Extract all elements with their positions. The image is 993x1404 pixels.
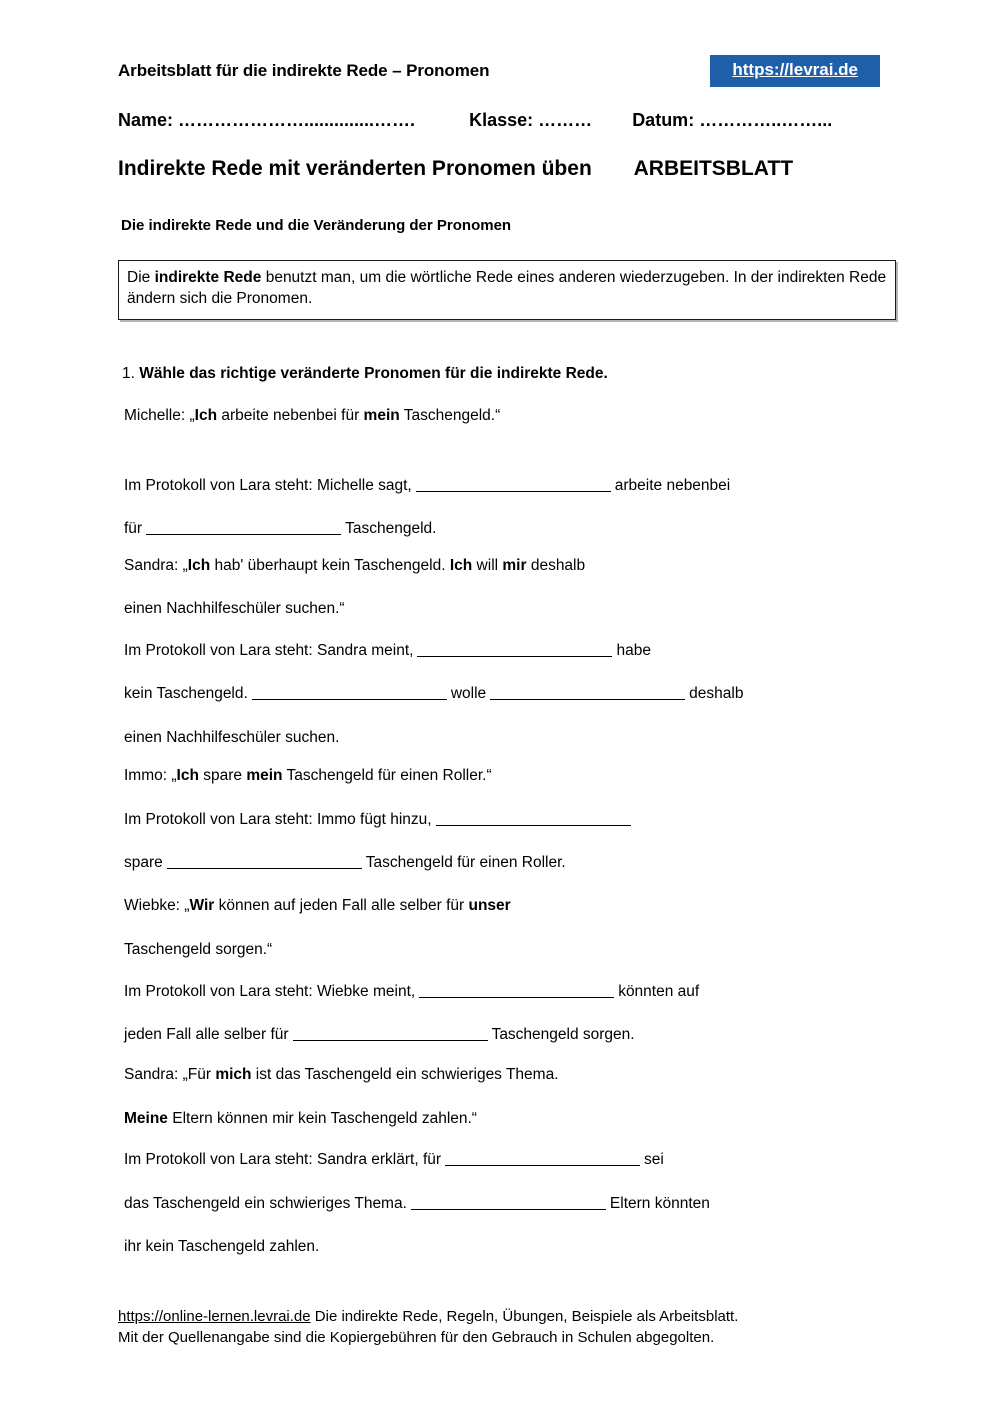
answer-line-sandra-1 — [124, 641, 651, 660]
quote-line-immo — [124, 767, 492, 786]
quote-wiebke-unser: unser — [468, 897, 511, 914]
blank-field-1[interactable] — [416, 476, 611, 492]
footer-text-1: Die indirekte Rede, Regeln, Übungen, Beispiele als Arbeitsblatt. — [310, 1308, 739, 1325]
footer-text-2: Mit der Quellenangabe sind die Kopiergebühren für den Gebrauch in Schulen abgegolten. — [118, 1329, 715, 1347]
page-header — [118, 55, 880, 87]
answer-line-sandra-6: ihr kein Taschengeld zahlen. — [124, 1238, 320, 1255]
quote-immo-a: Immo: „ — [124, 767, 177, 784]
quote-sandra1-g: deshalb — [526, 557, 586, 574]
quote-line-sandra-1b: einen Nachhilfeschüler suchen.“ — [124, 600, 345, 617]
answer-wiebke1-suffix: könnten auf — [618, 982, 700, 1000]
answer-michelle2-prefix: für — [124, 519, 143, 537]
arbeitsblatt-label: ARBEITSBLATT — [633, 157, 794, 180]
klasse-label: Klasse: — [469, 110, 534, 130]
answer-sandra1-prefix: Im Protokoll von Lara steht: Sandra meint, — [124, 641, 414, 659]
answer-line-immo-2 — [124, 853, 566, 872]
answer-michelle-prefix: Im Protokoll von Lara steht: Michelle sagt, — [124, 476, 412, 494]
answer-sandra2-a: kein Taschengeld. — [124, 684, 248, 702]
quote-sandra1-ich2: Ich — [449, 557, 473, 574]
quote-wiebke-a: Wiebke: „ — [124, 897, 190, 914]
quote-line-sandra-2 — [124, 1066, 559, 1085]
quote-sandra2-meine: Meine — [124, 1110, 168, 1127]
main-heading — [118, 157, 908, 181]
quote-michelle-c: arbeite nebenbei für — [217, 407, 364, 424]
main-heading-text: Indirekte Rede mit veränderten Pronomen üben — [118, 157, 592, 180]
page-footer — [118, 1306, 908, 1349]
quote-line-sandra-1 — [124, 557, 585, 576]
answer-sandra4-suffix: sei — [644, 1150, 664, 1168]
blank-field-4[interactable] — [252, 684, 447, 700]
task-instruction: Wähle das richtige veränderte Pronomen für die indirekte Rede. — [139, 365, 608, 382]
answer-immo2-prefix: spare — [124, 853, 163, 871]
footer-link[interactable]: https://online-lernen.levrai.de — [118, 1308, 311, 1325]
answer-sandra5-prefix: das Taschengeld ein schwieriges Thema. — [124, 1194, 407, 1212]
answer-immo2-suffix: Taschengeld für einen Roller. — [365, 853, 566, 871]
info-text-part1: Die — [127, 269, 155, 286]
blank-field-6[interactable] — [436, 810, 631, 826]
answer-sandra2-b: wolle — [450, 684, 487, 702]
answer-wiebke2-suffix: Taschengeld sorgen. — [491, 1025, 635, 1043]
answer-line-sandra-2 — [124, 684, 743, 703]
section-subtitle: Die indirekte Rede und die Veränderung der Pronomen — [121, 217, 512, 234]
datum-label: Datum: — [632, 110, 695, 130]
quote-sandra1-ich: Ich — [187, 557, 211, 574]
quote-michelle-ich: Ich — [194, 407, 218, 424]
info-text-bold: indirekte Rede — [154, 269, 262, 286]
name-label: Name: — [118, 110, 174, 130]
blank-field-2[interactable] — [146, 519, 341, 535]
answer-wiebke2-prefix: jeden Fall alle selber für — [124, 1025, 289, 1043]
document-title: Arbeitsblatt für die indirekte Rede – Pronomen — [118, 60, 490, 80]
blank-field-7[interactable] — [167, 853, 362, 869]
quote-line-wiebke-b: Taschengeld sorgen.“ — [124, 941, 273, 958]
answer-line-michelle-2 — [124, 519, 436, 538]
task-number: 1. — [122, 365, 135, 382]
quote-line-michelle — [124, 407, 500, 426]
quote-immo-mein: mein — [246, 767, 283, 784]
quote-wiebke-wir: Wir — [189, 897, 215, 914]
answer-line-immo-1 — [124, 810, 635, 829]
quote-line-sandra-2b — [124, 1110, 477, 1129]
klasse-blank-dots[interactable]: ……… — [538, 110, 593, 130]
answer-sandra1-suffix: habe — [616, 641, 651, 659]
quote-wiebke-c: können auf jeden Fall alle selber für — [214, 897, 469, 914]
name-class-date-row — [118, 110, 908, 131]
answer-immo1-prefix: Im Protokoll von Lara steht: Immo fügt hinzu, — [124, 810, 432, 828]
answer-line-wiebke-2 — [124, 1025, 635, 1044]
answer-wiebke1-prefix: Im Protokoll von Lara steht: Wiebke meint, — [124, 982, 416, 1000]
datum-blank-dots[interactable]: …………..……... — [699, 110, 833, 130]
quote-sandra2-a: Sandra: „Für — [124, 1066, 216, 1083]
quote-line-wiebke — [124, 897, 511, 916]
answer-line-sandra-5 — [124, 1194, 710, 1213]
answer-line-michelle-1 — [124, 476, 730, 495]
levrai-url-badge[interactable]: https://levrai.de — [710, 55, 880, 87]
blank-field-11[interactable] — [411, 1194, 606, 1210]
quote-immo-c: spare — [198, 767, 247, 784]
answer-sandra5-suffix: Eltern könnten — [609, 1194, 710, 1212]
answer-line-wiebke-1 — [124, 982, 699, 1001]
blank-field-3[interactable] — [417, 641, 612, 657]
blank-field-9[interactable] — [293, 1025, 488, 1041]
blank-field-10[interactable] — [445, 1150, 640, 1166]
quote-sandra2-c: ist das Taschengeld ein schwieriges Thema. — [251, 1066, 559, 1083]
blank-field-8[interactable] — [419, 982, 614, 998]
quote-sandra1-mir: mir — [502, 557, 527, 574]
quote-sandra1-a: Sandra: „ — [124, 557, 188, 574]
answer-michelle2-suffix: Taschengeld. — [345, 519, 437, 537]
quote-michelle-e: Taschengeld.“ — [399, 407, 501, 424]
blank-field-5[interactable] — [490, 684, 685, 700]
name-blank-dots[interactable]: …………………..............……. — [178, 110, 416, 130]
quote-michelle-a: Michelle: „ — [124, 407, 195, 424]
answer-sandra2-c: deshalb — [689, 684, 744, 702]
info-box — [118, 260, 896, 320]
info-text-part2: benutzt man, um die wörtliche Rede eines anderen wiederzugeben. In der indirekten Rede ändern sich die Pronomen. — [127, 269, 887, 307]
quote-michelle-mein: mein — [363, 407, 400, 424]
answer-michelle-suffix: arbeite nebenbei — [614, 476, 731, 494]
quote-sandra2-mich: mich — [215, 1066, 252, 1083]
answer-line-sandra-4 — [124, 1150, 664, 1169]
quote-sandra2-rest: Eltern können mir kein Taschengeld zahlen.“ — [167, 1110, 477, 1127]
quote-immo-ich: Ich — [176, 767, 199, 784]
quote-immo-e: Taschengeld für einen Roller.“ — [282, 767, 492, 784]
task-heading — [122, 365, 608, 383]
answer-sandra4-prefix: Im Protokoll von Lara steht: Sandra erklärt, für — [124, 1150, 442, 1168]
answer-line-sandra-3: einen Nachhilfeschüler suchen. — [124, 729, 340, 746]
quote-sandra1-e: will — [472, 557, 503, 574]
quote-sandra1-c: hab' überhaupt kein Taschengeld. — [210, 557, 450, 574]
